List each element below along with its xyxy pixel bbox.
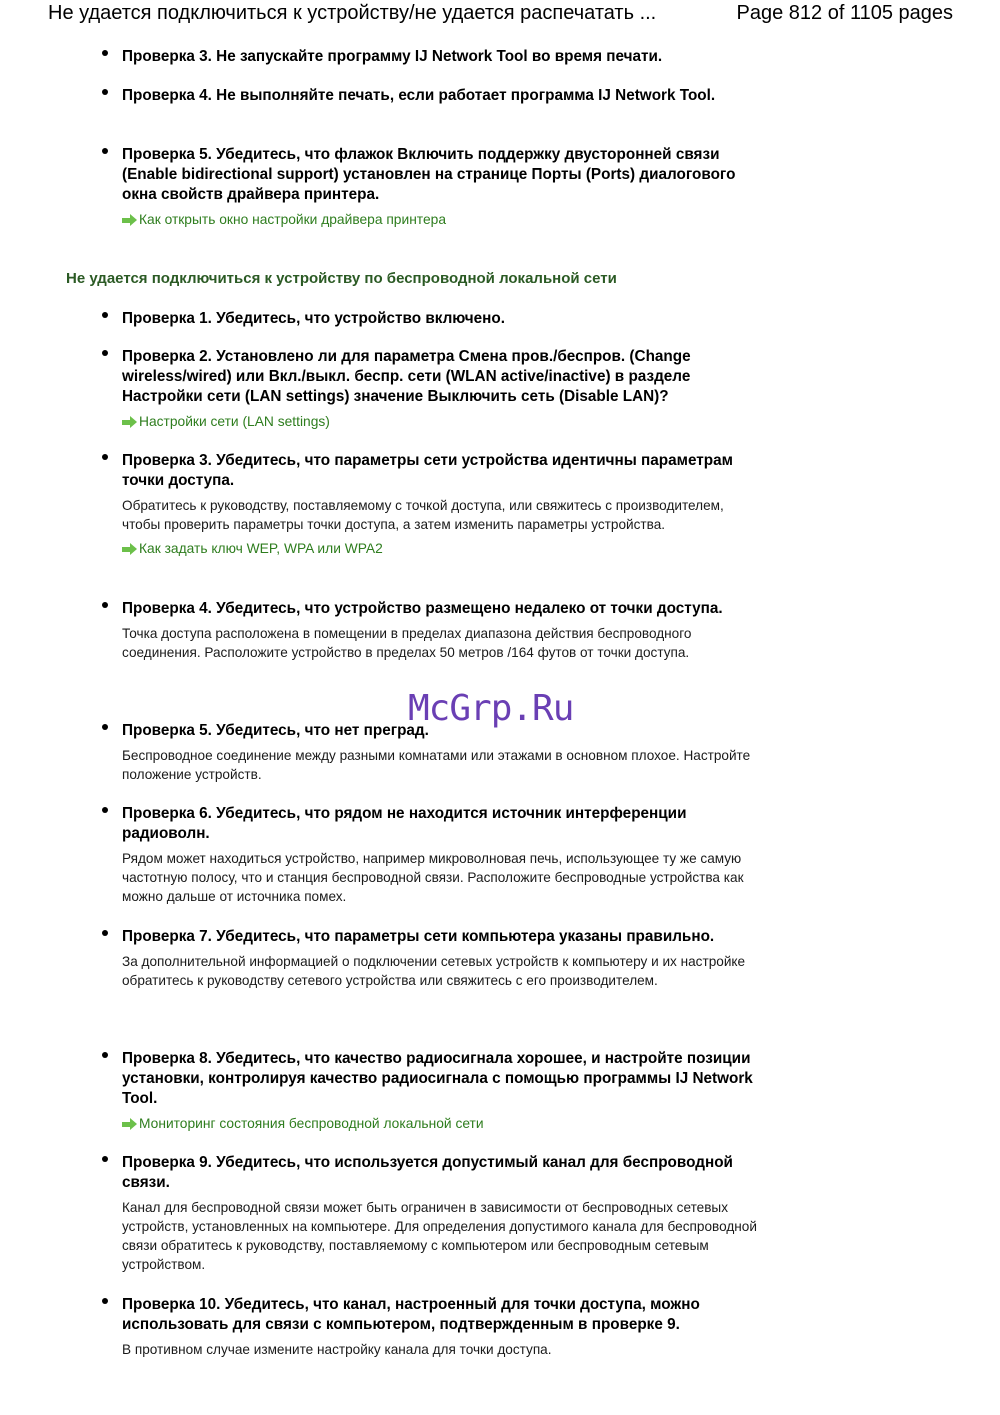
- bullet-icon: [102, 724, 108, 730]
- item-heading: Проверка 2. Установлено ли для параметра Смена пров./беспров. (Change wireless/wired) или Вкл./выкл. беспр. сети (WLAN active/inactive) в разделе Настройки сети (LAN settings) значение Выключить сеть (Disable LAN)?: [122, 348, 691, 405]
- arrow-right-icon: [122, 416, 138, 428]
- link-label: Как задать ключ WEP, WPA или WPA2: [139, 541, 383, 556]
- bullet-icon: [102, 50, 108, 56]
- list-item: [122, 804, 762, 906]
- item-heading: Проверка 3. Не запускайте программу IJ Network Tool во время печати.: [122, 48, 663, 65]
- bullet-icon: [102, 1052, 108, 1058]
- bullet-icon: [102, 930, 108, 936]
- bullet-icon: [102, 1156, 108, 1162]
- list-item: [122, 347, 762, 431]
- item-description: Обратитесь к руководству, поставляемому с точкой доступа, или свяжитесь с производителем, чтобы проверить параметры точки доступа, а затем изменить параметры устройства.: [122, 498, 724, 532]
- link-label: Мониторинг состояния беспроводной локальной сети: [139, 1116, 484, 1131]
- item-description: Канал для беспроводной связи может быть ограничен в зависимости от беспроводных сетевых устройств, установленных на компьютере. Для определения допустимого канала для беспроводной связи обратитесь к руководству, поставляемому с компьютером или беспроводным сетевым устройством.: [122, 1200, 757, 1272]
- item-heading: Проверка 10. Убедитесь, что канал, настроенный для точки доступа, можно использовать для связи с компьютером, подтвержденным в проверке 9.: [122, 1296, 700, 1333]
- link-label: Как открыть окно настройки драйвера принтера: [139, 212, 446, 227]
- arrow-right-icon: [122, 214, 138, 226]
- section-title: Не удается подключиться к устройству по беспроводной локальной сети: [66, 270, 617, 287]
- list-item: [122, 145, 762, 229]
- item-description: Точка доступа расположена в помещении в пределах диапазона действия беспроводного соединения. Расположите устройство в пределах 50 метров /164 футов от точки доступа.: [122, 626, 692, 660]
- bullet-icon: [102, 454, 108, 460]
- item-heading: Проверка 6. Убедитесь, что рядом не находится источник интерференции радиоволн.: [122, 805, 687, 842]
- item-heading: Проверка 3. Убедитесь, что параметры сети устройства идентичны параметрам точки доступа.: [122, 452, 733, 489]
- list-item: [122, 1049, 762, 1133]
- bullet-icon: [102, 89, 108, 95]
- page-counter: Page 812 of 1105 pages: [736, 2, 953, 24]
- driver-settings-link[interactable]: [122, 211, 762, 229]
- list-item: [122, 927, 762, 990]
- link-label: Настройки сети (LAN settings): [139, 414, 330, 429]
- lan-settings-link[interactable]: [122, 413, 762, 431]
- list-item: [122, 309, 762, 329]
- item-heading: Проверка 5. Убедитесь, что нет преград.: [122, 722, 429, 739]
- bullet-icon: [102, 602, 108, 608]
- header-title: Не удается подключиться к устройству/не удается распечатать ...: [48, 2, 657, 24]
- item-heading: Проверка 5. Убедитесь, что флажок Включить поддержку двусторонней связи (Enable bidirectional support) установлен на странице Порты (Ports) диалогового окна свойств драйвера принтера.: [122, 146, 736, 203]
- item-heading: Проверка 1. Убедитесь, что устройство включено.: [122, 310, 506, 327]
- wlan-monitoring-link[interactable]: [122, 1115, 762, 1133]
- list-item: [122, 721, 762, 784]
- item-heading: Проверка 4. Убедитесь, что устройство размещено недалеко от точки доступа.: [122, 600, 723, 617]
- wep-key-link[interactable]: [122, 540, 762, 558]
- item-description: За дополнительной информацией о подключении сетевых устройств к компьютеру и их настройке обратитесь к руководству сетевого устройства или свяжитесь с его производителем.: [122, 954, 746, 988]
- list-item: [122, 86, 762, 106]
- item-description: В противном случае измените настройку канала для точки доступа.: [122, 1342, 552, 1357]
- list-item: [122, 599, 762, 662]
- list-item: [122, 1295, 762, 1359]
- bullet-icon: [102, 312, 108, 318]
- arrow-right-icon: [122, 543, 138, 555]
- item-heading: Проверка 4. Не выполняйте печать, если работает программа IJ Network Tool.: [122, 87, 716, 104]
- item-description: Беспроводное соединение между разными комнатами или этажами в основном плохое. Настройте положение устройств.: [122, 748, 751, 782]
- arrow-right-icon: [122, 1118, 138, 1130]
- list-item: [122, 1153, 762, 1274]
- item-heading: Проверка 9. Убедитесь, что используется допустимый канал для беспроводной связи.: [122, 1154, 733, 1191]
- item-description: Рядом может находиться устройство, например микроволновая печь, использующее ту же самую частотную полосу, что и станция беспроводной связи. Расположите беспроводные устройства как можно дальше от источника помех.: [122, 851, 744, 904]
- bullet-icon: [102, 1298, 108, 1304]
- list-item: [122, 451, 762, 558]
- item-heading: Проверка 8. Убедитесь, что качество радиосигнала хорошее, и настройте позиции установки, контролируя качество радиосигнала с помощью программы IJ Network Tool.: [122, 1050, 753, 1107]
- watermark: McGrp.Ru: [408, 688, 574, 729]
- bullet-icon: [102, 350, 108, 356]
- list-item: [122, 47, 762, 67]
- bullet-icon: [102, 148, 108, 154]
- bullet-icon: [102, 807, 108, 813]
- item-heading: Проверка 7. Убедитесь, что параметры сети компьютера указаны правильно.: [122, 928, 715, 945]
